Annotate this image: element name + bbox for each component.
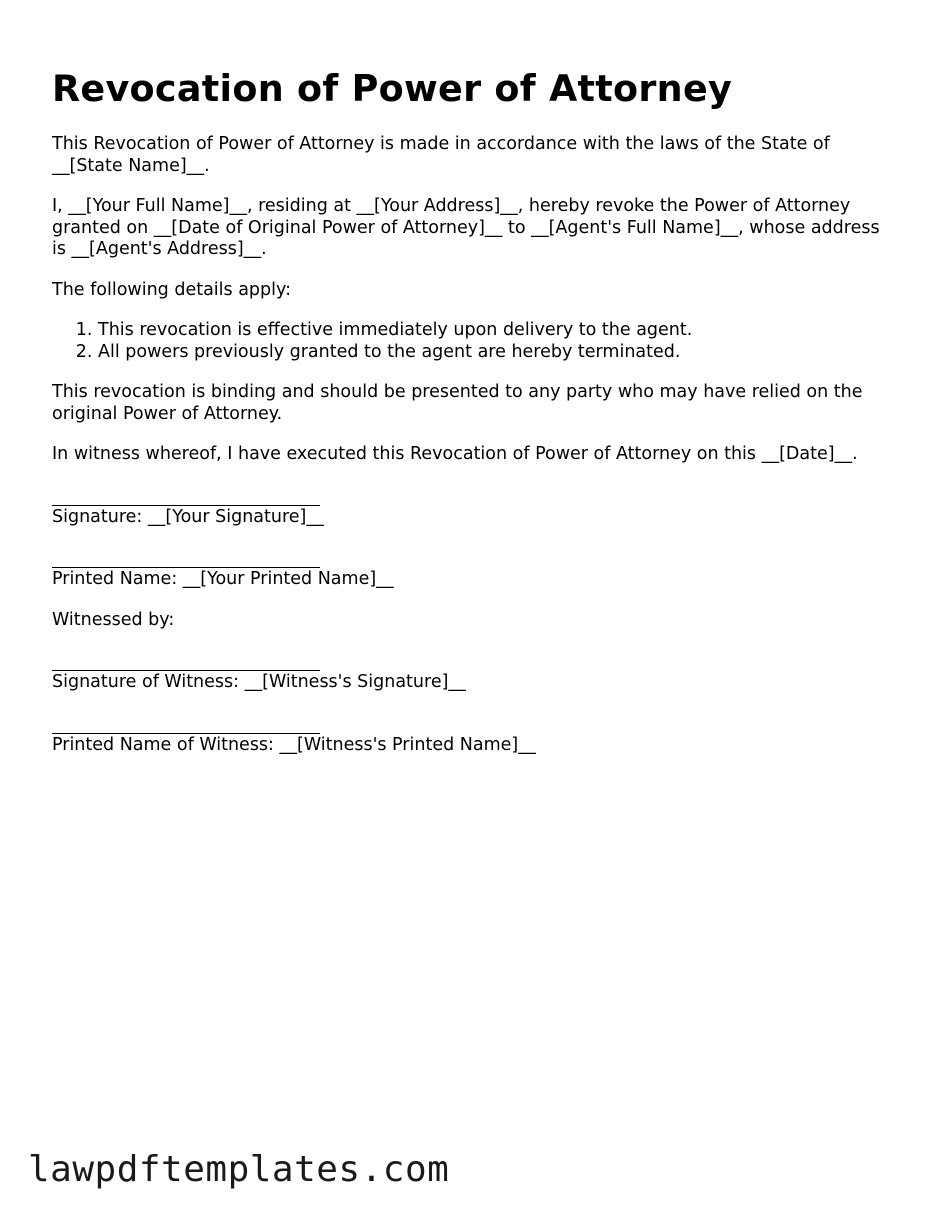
signature-block (52, 485, 882, 529)
binding-paragraph: This revocation is binding and should be presented to any party who may have relied on the original Power of Attorney. (52, 382, 863, 424)
witness-printed-name-line (52, 713, 320, 734)
revocation-paragraph: I, __[Your Full Name]__, residing at __[Your Address]__, hereby revoke the Power of Attorney granted on __[Date of Original Power of Attorney]__ to __[Agent's Full Name]__, whose address is __[Agent's Address]__. (52, 196, 880, 259)
details-list (52, 320, 882, 363)
printed-name-label: Printed Name: __[Your Printed Name]__ (52, 569, 394, 589)
witness-signature-block (52, 650, 882, 694)
signature-label: Signature: __[Your Signature]__ (52, 506, 324, 527)
details-intro: The following details apply: (52, 279, 291, 300)
witness-printed-name-block (52, 713, 882, 757)
document-body (52, 66, 882, 775)
witness-printed-name-label: Printed Name of Witness: __[Witness's Printed Name]__ (52, 734, 536, 755)
details-list-item: 2. All powers previously granted to the agent are hereby terminated. (98, 342, 882, 364)
witness-signature-line (52, 650, 320, 671)
document-title: Revocation of Power of Attorney (52, 67, 733, 110)
witness-paragraph: In witness whereof, I have executed this Revocation of Power of Attorney on this __[Date]__. (52, 444, 858, 464)
witnessed-by-label: Witnessed by: (52, 609, 175, 630)
printed-name-block (52, 547, 882, 591)
signature-line (52, 485, 320, 506)
intro-paragraph: This Revocation of Power of Attorney is made in accordance with the laws of the State of __[State Name]__. (52, 134, 830, 176)
details-list-item: 1. This revocation is effective immediately upon delivery to the agent. (98, 320, 882, 342)
printed-name-line (52, 547, 320, 568)
witness-signature-label: Signature of Witness: __[Witness's Signature]__ (52, 672, 466, 692)
site-watermark: lawpdftemplates.com (28, 1149, 450, 1190)
